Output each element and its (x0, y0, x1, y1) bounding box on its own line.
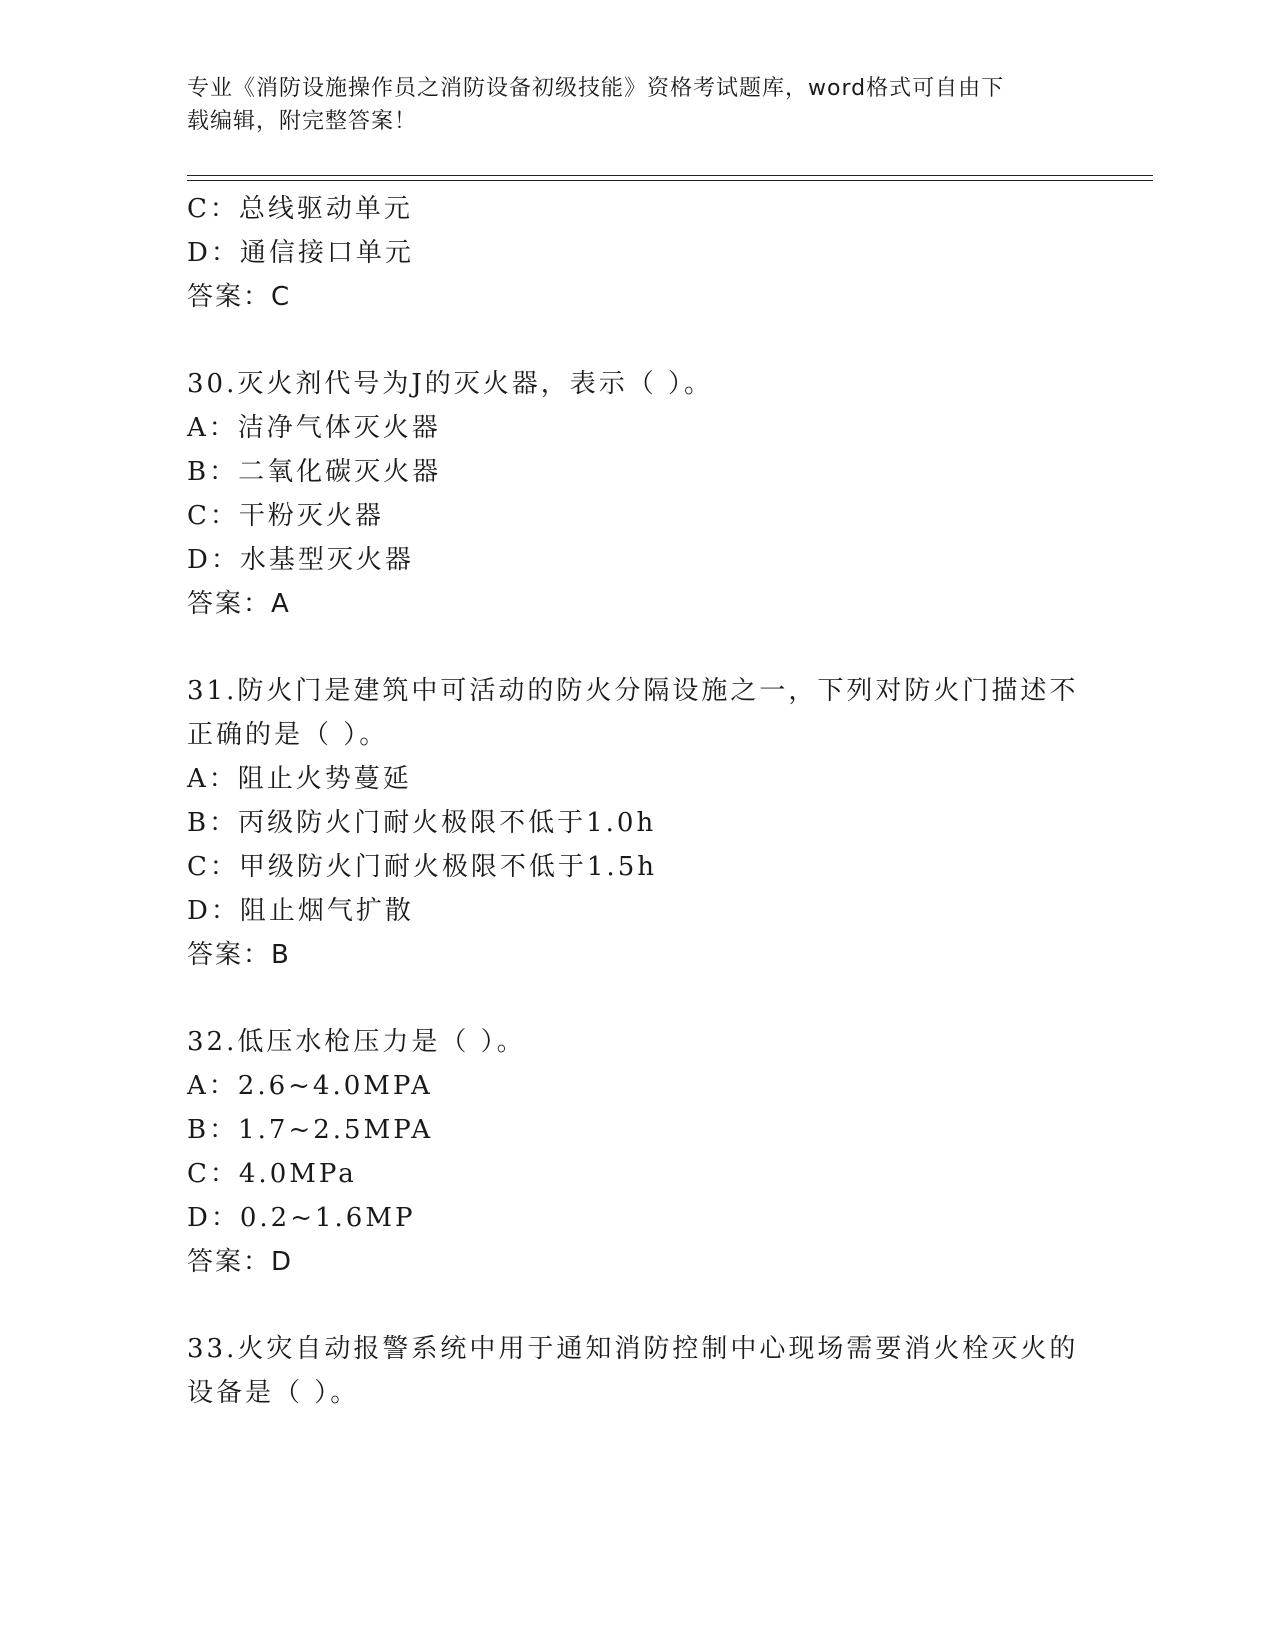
q30-option-a: A：洁净气体灭火器 (187, 413, 441, 443)
q30-stem: 30.灭火剂代号为J的灭火器，表示（ ）。 (187, 369, 714, 399)
q31-option-d: D：阻止烟气扩散 (187, 896, 414, 926)
q33-stem-line-1: 33.火灾自动报警系统中用于通知消防控制中心现场需要消火栓灭火的 (187, 1334, 1079, 1364)
q29-answer: 答案：C (187, 282, 292, 312)
q32-answer: 答案：D (187, 1247, 294, 1277)
q31-option-c: C：甲级防火门耐火极限不低于1.5h (187, 852, 657, 882)
q32-option-c: C：4.0MPa (187, 1159, 357, 1189)
q30-option-c: C：干粉灭火器 (187, 501, 384, 531)
q31-option-b: B：丙级防火门耐火极限不低于1.0h (187, 808, 657, 838)
header-line-2: 载编辑，附完整答案！ (187, 109, 418, 134)
q32-option-a: A：2.6~4.0MPA (187, 1071, 433, 1101)
q33-stem-line-2: 设备是（ ）。 (187, 1378, 360, 1408)
q32-option-b: B：1.7~2.5MPA (187, 1115, 434, 1145)
q30-answer: 答案：A (187, 589, 291, 619)
q32-option-d: D：0.2~1.6MP (187, 1203, 416, 1233)
q30-option-d: D：水基型灭火器 (187, 545, 414, 575)
q30-option-b: B：二氧化碳灭火器 (187, 457, 442, 487)
q32-stem: 32.低压水枪压力是（ ）。 (187, 1027, 526, 1057)
header-divider-top (187, 175, 1153, 176)
q31-option-a: A：阻止火势蔓延 (187, 764, 412, 794)
q29-option-d: D：通信接口单元 (187, 238, 414, 268)
q31-stem-line-1: 31.防火门是建筑中可活动的防火分隔设施之一，下列对防火门描述不 (187, 676, 1079, 706)
header-line-1: 专业《消防设施操作员之消防设备初级技能》资格考试题库，word格式可自由下 (187, 76, 1005, 101)
q31-stem-line-2: 正确的是（ ）。 (187, 720, 389, 750)
q31-answer: 答案：B (187, 940, 291, 970)
header-divider-bottom (187, 180, 1153, 181)
q29-option-c: C：总线驱动单元 (187, 194, 413, 224)
document-header (187, 72, 1067, 138)
